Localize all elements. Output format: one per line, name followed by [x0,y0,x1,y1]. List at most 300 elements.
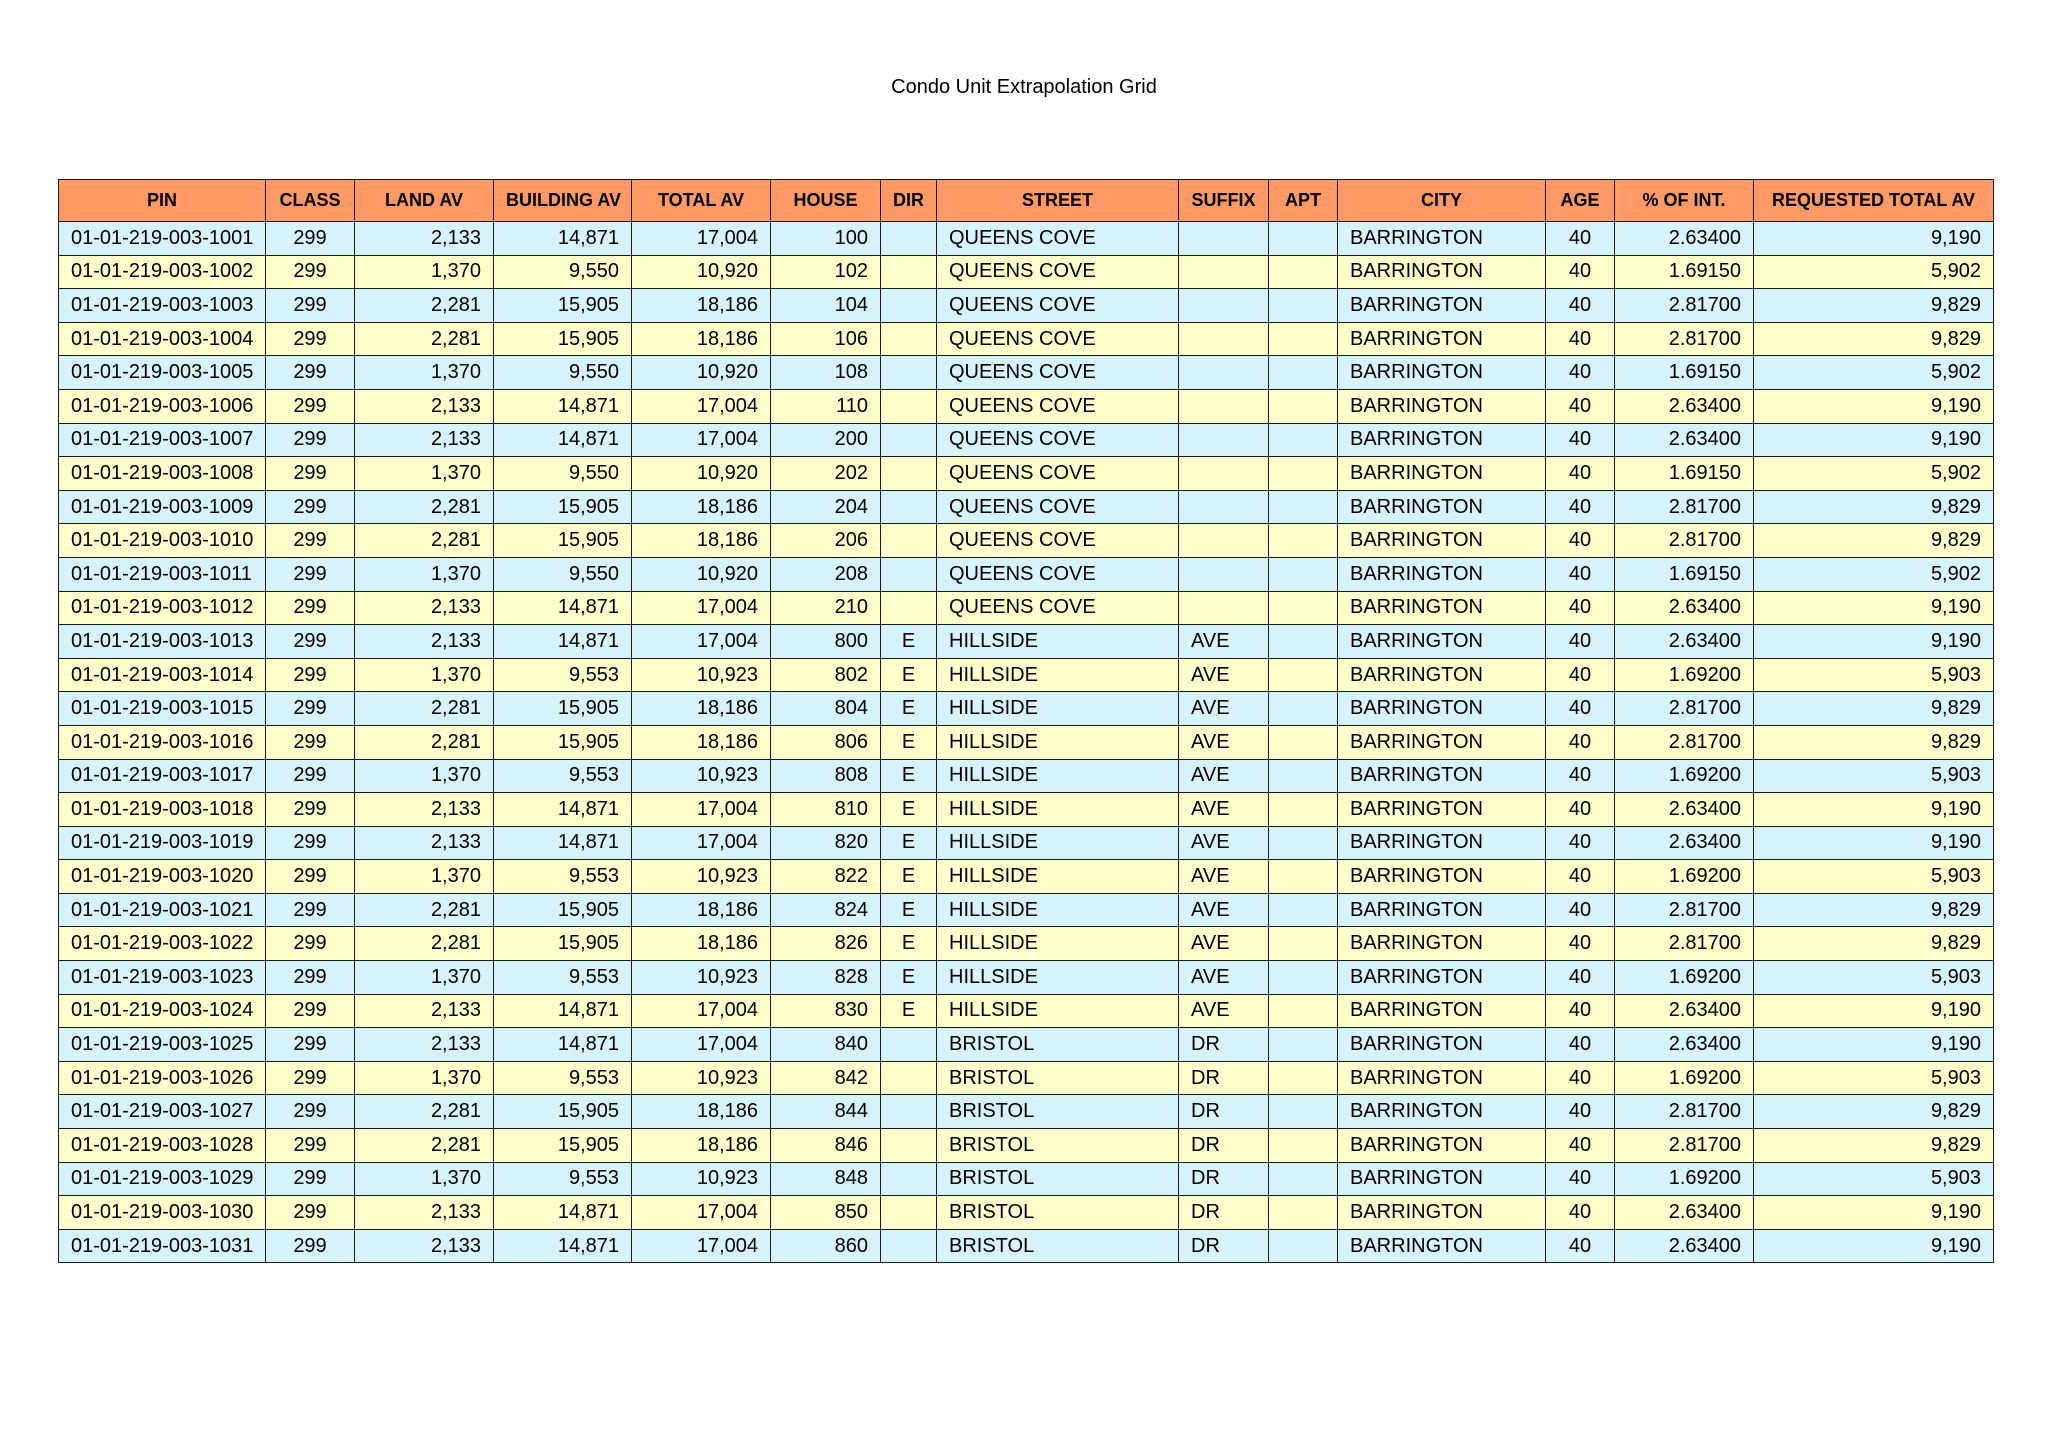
table-row [59,1028,1994,1062]
suffix-cell: DR [1179,1095,1269,1129]
building-av-cell: 15,905 [494,289,632,323]
table-row [59,490,1994,524]
total-av-cell: 10,920 [632,255,771,289]
table-row [59,1196,1994,1230]
pin-cell: 01-01-219-003-1016 [59,725,266,759]
pin-cell: 01-01-219-003-1007 [59,423,266,457]
suffix-cell: AVE [1179,826,1269,860]
percent-of-interest-cell: 2.63400 [1615,222,1754,256]
total-av-cell: 18,186 [632,322,771,356]
table-row [59,658,1994,692]
house-cell: 802 [771,658,881,692]
pin-cell: 01-01-219-003-1003 [59,289,266,323]
house-cell: 830 [771,994,881,1028]
column-header-requested-total-av: REQUESTED TOTAL AV [1754,180,1994,222]
pin-cell: 01-01-219-003-1031 [59,1229,266,1263]
column-header-building-av: BUILDING AV [494,180,632,222]
suffix-cell: AVE [1179,893,1269,927]
table-row [59,1229,1994,1263]
table-row [59,994,1994,1028]
requested-total-av-cell: 9,190 [1754,423,1994,457]
class-cell: 299 [266,356,355,390]
total-av-cell: 17,004 [632,625,771,659]
total-av-cell: 17,004 [632,591,771,625]
city-cell: BARRINGTON [1338,255,1546,289]
total-av-cell: 10,920 [632,356,771,390]
apt-cell [1269,557,1338,591]
age-cell: 40 [1546,457,1615,491]
requested-total-av-cell: 9,190 [1754,1196,1994,1230]
class-cell: 299 [266,524,355,558]
house-cell: 104 [771,289,881,323]
street-cell: QUEENS COVE [937,289,1179,323]
age-cell: 40 [1546,692,1615,726]
apt-cell [1269,1229,1338,1263]
pin-cell: 01-01-219-003-1012 [59,591,266,625]
percent-of-interest-cell: 2.81700 [1615,927,1754,961]
table-row [59,423,1994,457]
age-cell: 40 [1546,322,1615,356]
percent-of-interest-cell: 2.81700 [1615,1129,1754,1163]
age-cell: 40 [1546,725,1615,759]
building-av-cell: 14,871 [494,222,632,256]
class-cell: 299 [266,658,355,692]
land-av-cell: 2,133 [355,1196,494,1230]
age-cell: 40 [1546,961,1615,995]
apt-cell [1269,591,1338,625]
table-row [59,860,1994,894]
street-cell: QUEENS COVE [937,490,1179,524]
age-cell: 40 [1546,490,1615,524]
suffix-cell: AVE [1179,994,1269,1028]
suffix-cell: AVE [1179,658,1269,692]
house-cell: 846 [771,1129,881,1163]
suffix-cell: DR [1179,1162,1269,1196]
age-cell: 40 [1546,222,1615,256]
dir-cell [881,490,937,524]
land-av-cell: 2,281 [355,725,494,759]
percent-of-interest-cell: 2.81700 [1615,322,1754,356]
apt-cell [1269,860,1338,894]
age-cell: 40 [1546,1028,1615,1062]
street-cell: BRISTOL [937,1095,1179,1129]
suffix-cell: DR [1179,1028,1269,1062]
suffix-cell [1179,557,1269,591]
percent-of-interest-cell: 1.69200 [1615,1162,1754,1196]
city-cell: BARRINGTON [1338,591,1546,625]
column-header-age: AGE [1546,180,1615,222]
house-cell: 844 [771,1095,881,1129]
building-av-cell: 9,550 [494,557,632,591]
house-cell: 840 [771,1028,881,1062]
building-av-cell: 14,871 [494,1229,632,1263]
city-cell: BARRINGTON [1338,356,1546,390]
apt-cell [1269,725,1338,759]
street-cell: QUEENS COVE [937,557,1179,591]
requested-total-av-cell: 9,190 [1754,994,1994,1028]
total-av-cell: 17,004 [632,389,771,423]
street-cell: HILLSIDE [937,658,1179,692]
land-av-cell: 2,281 [355,289,494,323]
table-row [59,826,1994,860]
total-av-cell: 10,923 [632,1162,771,1196]
land-av-cell: 1,370 [355,759,494,793]
total-av-cell: 17,004 [632,1196,771,1230]
land-av-cell: 2,281 [355,322,494,356]
street-cell: HILLSIDE [937,927,1179,961]
table-row [59,625,1994,659]
street-cell: HILLSIDE [937,692,1179,726]
total-av-cell: 10,923 [632,658,771,692]
land-av-cell: 2,281 [355,893,494,927]
apt-cell [1269,994,1338,1028]
house-cell: 850 [771,1196,881,1230]
street-cell: HILLSIDE [937,826,1179,860]
building-av-cell: 15,905 [494,725,632,759]
building-av-cell: 14,871 [494,1196,632,1230]
class-cell: 299 [266,759,355,793]
city-cell: BARRINGTON [1338,692,1546,726]
building-av-cell: 15,905 [494,1095,632,1129]
city-cell: BARRINGTON [1338,1162,1546,1196]
requested-total-av-cell: 9,190 [1754,389,1994,423]
dir-cell [881,1061,937,1095]
city-cell: BARRINGTON [1338,860,1546,894]
city-cell: BARRINGTON [1338,994,1546,1028]
city-cell: BARRINGTON [1338,658,1546,692]
table-row [59,389,1994,423]
class-cell: 299 [266,1129,355,1163]
land-av-cell: 1,370 [355,1162,494,1196]
total-av-cell: 10,923 [632,961,771,995]
percent-of-interest-cell: 2.81700 [1615,490,1754,524]
requested-total-av-cell: 9,190 [1754,793,1994,827]
requested-total-av-cell: 9,829 [1754,893,1994,927]
percent-of-interest-cell: 2.81700 [1615,1095,1754,1129]
city-cell: BARRINGTON [1338,826,1546,860]
total-av-cell: 17,004 [632,1028,771,1062]
percent-of-interest-cell: 1.69150 [1615,557,1754,591]
apt-cell [1269,625,1338,659]
class-cell: 299 [266,1229,355,1263]
street-cell: HILLSIDE [937,994,1179,1028]
street-cell: QUEENS COVE [937,322,1179,356]
street-cell: QUEENS COVE [937,255,1179,289]
column-header-pin: PIN [59,180,266,222]
age-cell: 40 [1546,658,1615,692]
requested-total-av-cell: 9,829 [1754,289,1994,323]
house-cell: 824 [771,893,881,927]
requested-total-av-cell: 5,902 [1754,356,1994,390]
age-cell: 40 [1546,356,1615,390]
suffix-cell [1179,423,1269,457]
percent-of-interest-cell: 2.63400 [1615,389,1754,423]
street-cell: BRISTOL [937,1061,1179,1095]
pin-cell: 01-01-219-003-1011 [59,557,266,591]
building-av-cell: 9,553 [494,1061,632,1095]
class-cell: 299 [266,322,355,356]
total-av-cell: 17,004 [632,826,771,860]
street-cell: HILLSIDE [937,860,1179,894]
percent-of-interest-cell: 1.69200 [1615,961,1754,995]
city-cell: BARRINGTON [1338,322,1546,356]
requested-total-av-cell: 5,902 [1754,557,1994,591]
pin-cell: 01-01-219-003-1018 [59,793,266,827]
dir-cell: E [881,793,937,827]
class-cell: 299 [266,423,355,457]
table-row [59,356,1994,390]
land-av-cell: 2,281 [355,1129,494,1163]
land-av-cell: 1,370 [355,1061,494,1095]
percent-of-interest-cell: 1.69200 [1615,658,1754,692]
land-av-cell: 2,133 [355,994,494,1028]
requested-total-av-cell: 5,903 [1754,1061,1994,1095]
city-cell: BARRINGTON [1338,793,1546,827]
land-av-cell: 2,133 [355,826,494,860]
pin-cell: 01-01-219-003-1009 [59,490,266,524]
city-cell: BARRINGTON [1338,1061,1546,1095]
land-av-cell: 2,133 [355,389,494,423]
percent-of-interest-cell: 2.81700 [1615,524,1754,558]
dir-cell: E [881,860,937,894]
land-av-cell: 2,281 [355,524,494,558]
class-cell: 299 [266,860,355,894]
column-header-street: STREET [937,180,1179,222]
house-cell: 848 [771,1162,881,1196]
class-cell: 299 [266,591,355,625]
table-row [59,322,1994,356]
city-cell: BARRINGTON [1338,423,1546,457]
total-av-cell: 17,004 [632,1229,771,1263]
apt-cell [1269,1028,1338,1062]
pin-cell: 01-01-219-003-1023 [59,961,266,995]
requested-total-av-cell: 5,903 [1754,961,1994,995]
requested-total-av-cell: 5,902 [1754,255,1994,289]
class-cell: 299 [266,1196,355,1230]
suffix-cell: AVE [1179,625,1269,659]
condo-unit-table [58,179,1994,1263]
requested-total-av-cell: 9,829 [1754,524,1994,558]
pin-cell: 01-01-219-003-1029 [59,1162,266,1196]
pin-cell: 01-01-219-003-1002 [59,255,266,289]
header-row [59,180,1994,222]
pin-cell: 01-01-219-003-1026 [59,1061,266,1095]
table-row [59,289,1994,323]
table-row [59,591,1994,625]
table-body [59,222,1994,1263]
column-header-suffix: SUFFIX [1179,180,1269,222]
total-av-cell: 17,004 [632,222,771,256]
class-cell: 299 [266,1028,355,1062]
house-cell: 110 [771,389,881,423]
land-av-cell: 2,133 [355,591,494,625]
building-av-cell: 14,871 [494,591,632,625]
age-cell: 40 [1546,557,1615,591]
house-cell: 808 [771,759,881,793]
suffix-cell [1179,389,1269,423]
building-av-cell: 9,553 [494,860,632,894]
percent-of-interest-cell: 1.69200 [1615,759,1754,793]
pin-cell: 01-01-219-003-1013 [59,625,266,659]
dir-cell: E [881,893,937,927]
age-cell: 40 [1546,524,1615,558]
street-cell: QUEENS COVE [937,423,1179,457]
apt-cell [1269,1129,1338,1163]
pin-cell: 01-01-219-003-1027 [59,1095,266,1129]
street-cell: BRISTOL [937,1196,1179,1230]
age-cell: 40 [1546,1196,1615,1230]
pin-cell: 01-01-219-003-1001 [59,222,266,256]
apt-cell [1269,927,1338,961]
pin-cell: 01-01-219-003-1008 [59,457,266,491]
age-cell: 40 [1546,893,1615,927]
percent-of-interest-cell: 2.63400 [1615,826,1754,860]
total-av-cell: 17,004 [632,994,771,1028]
percent-of-interest-cell: 2.81700 [1615,692,1754,726]
city-cell: BARRINGTON [1338,1095,1546,1129]
suffix-cell: DR [1179,1129,1269,1163]
apt-cell [1269,255,1338,289]
dir-cell [881,1229,937,1263]
street-cell: QUEENS COVE [937,524,1179,558]
apt-cell [1269,389,1338,423]
dir-cell [881,524,937,558]
class-cell: 299 [266,1095,355,1129]
percent-of-interest-cell: 2.81700 [1615,289,1754,323]
dir-cell [881,1028,937,1062]
class-cell: 299 [266,692,355,726]
house-cell: 204 [771,490,881,524]
land-av-cell: 2,281 [355,490,494,524]
city-cell: BARRINGTON [1338,927,1546,961]
pin-cell: 01-01-219-003-1020 [59,860,266,894]
street-cell: HILLSIDE [937,625,1179,659]
dir-cell: E [881,725,937,759]
age-cell: 40 [1546,1162,1615,1196]
suffix-cell [1179,322,1269,356]
suffix-cell: AVE [1179,692,1269,726]
dir-cell: E [881,961,937,995]
suffix-cell [1179,255,1269,289]
percent-of-interest-cell: 2.63400 [1615,1028,1754,1062]
city-cell: BARRINGTON [1338,759,1546,793]
apt-cell [1269,1095,1338,1129]
city-cell: BARRINGTON [1338,625,1546,659]
class-cell: 299 [266,927,355,961]
dir-cell: E [881,759,937,793]
building-av-cell: 9,553 [494,759,632,793]
city-cell: BARRINGTON [1338,524,1546,558]
apt-cell [1269,893,1338,927]
column-header-land-av: LAND AV [355,180,494,222]
apt-cell [1269,289,1338,323]
total-av-cell: 18,186 [632,1095,771,1129]
column-header-class: CLASS [266,180,355,222]
column-header-house: HOUSE [771,180,881,222]
apt-cell [1269,322,1338,356]
pin-cell: 01-01-219-003-1006 [59,389,266,423]
requested-total-av-cell: 9,190 [1754,222,1994,256]
table-row [59,524,1994,558]
requested-total-av-cell: 5,903 [1754,860,1994,894]
house-cell: 206 [771,524,881,558]
age-cell: 40 [1546,1229,1615,1263]
age-cell: 40 [1546,1061,1615,1095]
age-cell: 40 [1546,793,1615,827]
pin-cell: 01-01-219-003-1010 [59,524,266,558]
table-row [59,1061,1994,1095]
house-cell: 810 [771,793,881,827]
table-row [59,927,1994,961]
building-av-cell: 9,550 [494,356,632,390]
land-av-cell: 2,133 [355,423,494,457]
class-cell: 299 [266,1061,355,1095]
building-av-cell: 14,871 [494,826,632,860]
land-av-cell: 1,370 [355,457,494,491]
building-av-cell: 9,550 [494,255,632,289]
pin-cell: 01-01-219-003-1017 [59,759,266,793]
table-row [59,725,1994,759]
house-cell: 828 [771,961,881,995]
dir-cell [881,389,937,423]
apt-cell [1269,1061,1338,1095]
apt-cell [1269,1196,1338,1230]
house-cell: 210 [771,591,881,625]
dir-cell [881,356,937,390]
percent-of-interest-cell: 2.63400 [1615,1196,1754,1230]
building-av-cell: 14,871 [494,625,632,659]
suffix-cell: AVE [1179,961,1269,995]
total-av-cell: 10,920 [632,457,771,491]
requested-total-av-cell: 9,190 [1754,1028,1994,1062]
apt-cell [1269,222,1338,256]
street-cell: QUEENS COVE [937,457,1179,491]
age-cell: 40 [1546,255,1615,289]
pin-cell: 01-01-219-003-1015 [59,692,266,726]
requested-total-av-cell: 5,903 [1754,1162,1994,1196]
class-cell: 299 [266,1162,355,1196]
age-cell: 40 [1546,423,1615,457]
dir-cell: E [881,994,937,1028]
age-cell: 40 [1546,289,1615,323]
building-av-cell: 9,553 [494,1162,632,1196]
class-cell: 299 [266,893,355,927]
total-av-cell: 18,186 [632,524,771,558]
land-av-cell: 2,281 [355,927,494,961]
dir-cell [881,1162,937,1196]
age-cell: 40 [1546,860,1615,894]
class-cell: 299 [266,793,355,827]
percent-of-interest-cell: 1.69200 [1615,1061,1754,1095]
land-av-cell: 2,281 [355,1095,494,1129]
land-av-cell: 2,133 [355,1028,494,1062]
suffix-cell [1179,591,1269,625]
age-cell: 40 [1546,591,1615,625]
requested-total-av-cell: 5,903 [1754,759,1994,793]
percent-of-interest-cell: 1.69150 [1615,255,1754,289]
page-title: Condo Unit Extrapolation Grid [891,76,1157,98]
column-header-total-av: TOTAL AV [632,180,771,222]
suffix-cell [1179,356,1269,390]
pin-cell: 01-01-219-003-1030 [59,1196,266,1230]
street-cell: HILLSIDE [937,793,1179,827]
building-av-cell: 15,905 [494,322,632,356]
building-av-cell: 15,905 [494,927,632,961]
percent-of-interest-cell: 2.63400 [1615,423,1754,457]
house-cell: 806 [771,725,881,759]
street-cell: HILLSIDE [937,725,1179,759]
land-av-cell: 1,370 [355,961,494,995]
